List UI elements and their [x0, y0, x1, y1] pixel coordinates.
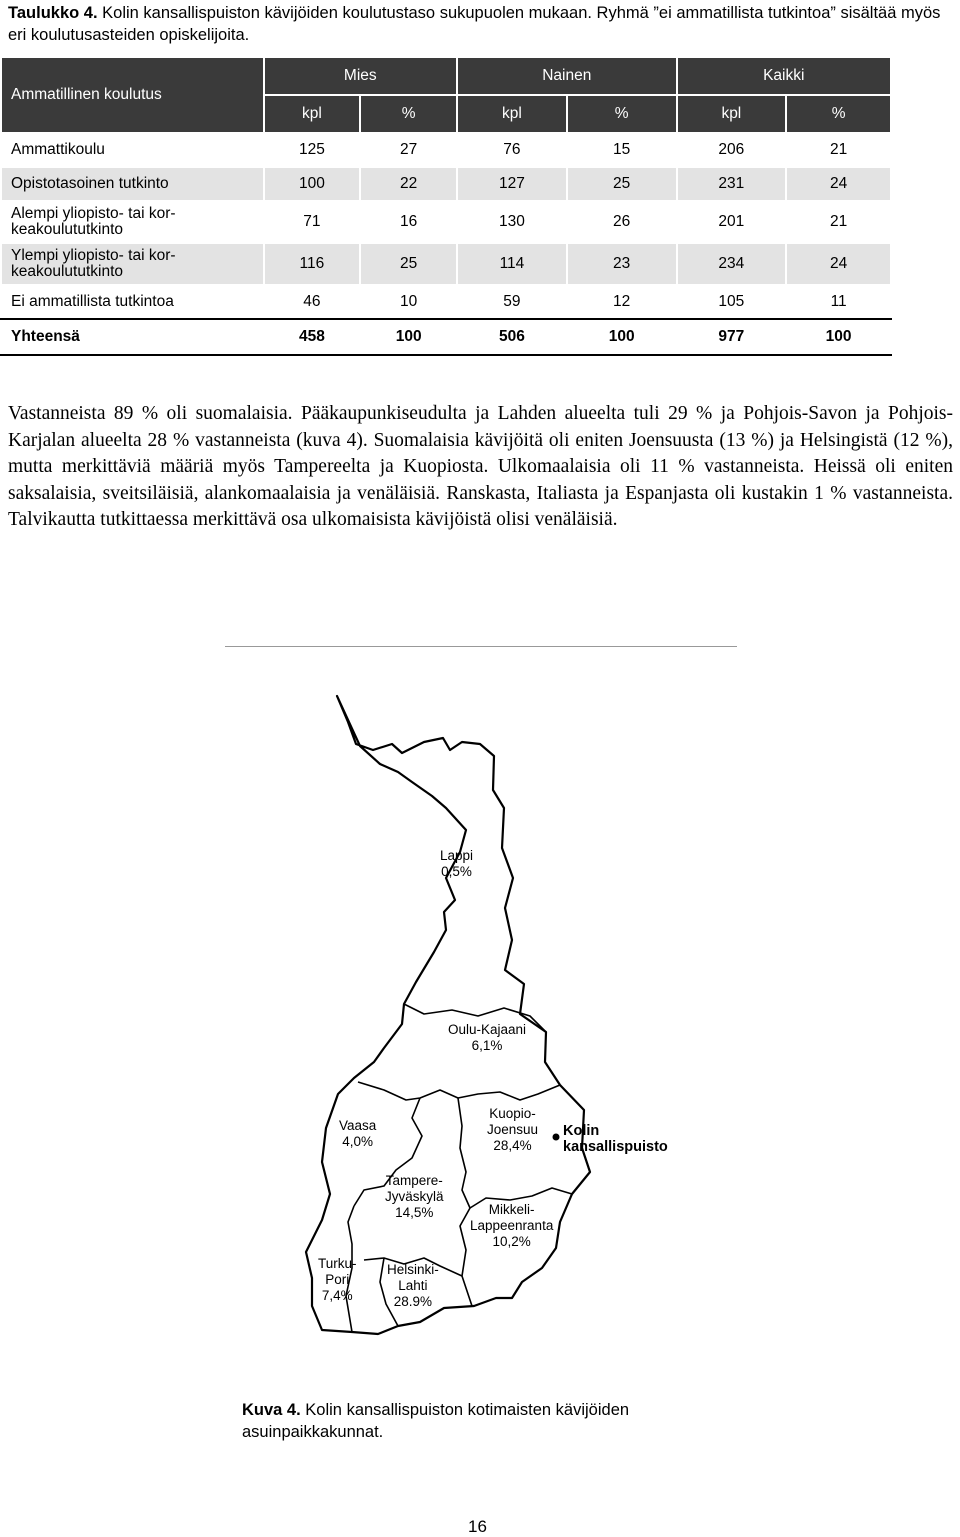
cell: 16 — [360, 201, 457, 243]
region-value: 7,4% — [321, 1288, 353, 1303]
subheader: % — [567, 95, 677, 133]
cell: 21 — [786, 133, 891, 167]
region-label-mikkeli-lappeenranta — [470, 1202, 553, 1250]
subheader: % — [786, 95, 891, 133]
cell: 105 — [677, 285, 787, 319]
cell: 59 — [457, 285, 567, 319]
region-value: 14,5% — [395, 1205, 434, 1220]
cell: 206 — [677, 133, 787, 167]
body-paragraph: Vastanneista 89 % oli suomalaisia. Pääkaupunkiseudulta ja Lahden alueelta tuli 29 % ja Pohjois-Savon ja Pohjois-Karjalan alueelta 28 % vastanneista (kuva 4). Suomalaisia kävijöitä oli eniten Joensuusta (13 %) ja Helsingistä (12 %), mutta merkittäviä määriä myös Tampereelta ja Kuopiosta. Ulkomaalaisia oli 11 % vastanneista. Heissä oli eniten saksalaisia, sveitsiläisiä, alankomaalaisia ja venäläisiä. Ranskasta, Italiasta ja Espanjasta oli kustakin 1 % vastanneista. Talvikautta tutkittaessa merkittävä osa ulkomaisista kävijöistä olisi venäläisiä. — [8, 403, 953, 530]
cell: 116 — [264, 243, 361, 285]
page-number: 16 — [468, 1517, 487, 1536]
cell: 46 — [264, 285, 361, 319]
group-header-nainen: Nainen — [457, 57, 676, 95]
cell: 24 — [786, 243, 891, 285]
cell: 12 — [567, 285, 677, 319]
region-label-lappi — [440, 848, 473, 880]
region-value: 0,5% — [441, 864, 472, 879]
cell: 24 — [786, 167, 891, 201]
cell: 11 — [786, 285, 891, 319]
region-name: Vaasa — [339, 1118, 377, 1133]
cell: 25 — [360, 243, 457, 285]
region-name-line2: Jyväskylä — [385, 1189, 444, 1204]
cell: 27 — [360, 133, 457, 167]
cell: 201 — [677, 201, 787, 243]
cell: 231 — [677, 167, 787, 201]
row-label: Ammattikoulu — [1, 133, 264, 167]
figure-caption-text: Kolin kansallispuiston kotimaisten kävijöiden asuinpaikkakunnat. — [242, 1401, 630, 1441]
cell: 21 — [786, 201, 891, 243]
group-header-mies: Mies — [264, 57, 458, 95]
region-name-line1: Tampere- — [385, 1173, 443, 1188]
region-name-line1: Turku- — [318, 1256, 357, 1271]
kolin-label — [563, 1123, 668, 1155]
region-name-line2: Lahti — [398, 1278, 428, 1293]
cell: 127 — [457, 167, 567, 201]
region-name: Oulu-Kajaani — [448, 1022, 527, 1037]
region-value: 28,4% — [493, 1138, 532, 1153]
row-label: Ylempi yliopisto- tai kor-keakoulututkinto — [1, 243, 264, 285]
subheader: % — [360, 95, 457, 133]
cell: 234 — [677, 243, 787, 285]
row-header: Ammatillinen koulutus — [1, 57, 264, 133]
cell: 76 — [457, 133, 567, 167]
region-name: Lappi — [440, 848, 474, 863]
region-label-turku-pori — [318, 1256, 357, 1304]
cell: 100 — [264, 167, 361, 201]
total-cell: 100 — [786, 319, 891, 355]
total-cell: 100 — [567, 319, 677, 355]
cell: 130 — [457, 201, 567, 243]
subheader: kpl — [264, 95, 361, 133]
subheader: kpl — [457, 95, 567, 133]
cell: 125 — [264, 133, 361, 167]
figure-caption-label: Kuva 4. — [242, 1401, 301, 1419]
kolin-label-line2: kansallispuisto — [563, 1139, 668, 1155]
group-header-kaikki: Kaikki — [677, 57, 892, 95]
region-label-oulu-kajaani — [448, 1022, 526, 1054]
total-label: Yhteensä — [1, 319, 264, 355]
figure-caption — [242, 1399, 712, 1443]
region-label-vaasa — [339, 1118, 376, 1150]
row-label: Ei ammatillista tutkintoa — [1, 285, 264, 319]
subheader: kpl — [677, 95, 787, 133]
region-name-line2: Lappeenranta — [470, 1218, 554, 1233]
cell: 114 — [457, 243, 567, 285]
border-oulu — [358, 1082, 560, 1100]
region-value: 6,1% — [471, 1038, 503, 1053]
total-cell: 506 — [457, 319, 567, 355]
cell: 15 — [567, 133, 677, 167]
row-label: Opistotasoinen tutkinto — [1, 167, 264, 201]
total-cell: 458 — [264, 319, 361, 355]
region-label-helsinki-lahti — [387, 1262, 439, 1310]
table-caption-text: Kolin kansallispuiston kävijöiden koulutustaso sukupuolen mukaan. Ryhmä ”ei ammatillista tutkintoa” sisältää myös eri koulutusasteiden opiskelijoita. — [8, 4, 941, 44]
region-value: 10,2% — [492, 1234, 531, 1249]
kolin-marker — [553, 1134, 560, 1141]
cell: 22 — [360, 167, 457, 201]
region-value: 28.9% — [393, 1294, 433, 1309]
cell: 10 — [360, 285, 457, 319]
total-cell: 977 — [677, 319, 787, 355]
cell: 26 — [567, 201, 677, 243]
total-cell: 100 — [360, 319, 457, 355]
region-value: 4,0% — [342, 1134, 374, 1149]
cell: 23 — [567, 243, 677, 285]
cell: 25 — [567, 167, 677, 201]
row-label: Alempi yliopisto- tai kor-keakoulututkinto — [1, 201, 264, 243]
region-name-line1: Mikkeli- — [488, 1202, 535, 1217]
cell: 71 — [264, 201, 361, 243]
region-name-line2: Joensuu — [487, 1122, 539, 1137]
table-caption-label: Taulukko 4. — [8, 4, 98, 22]
region-label-kuopio-joensuu — [487, 1106, 538, 1154]
kolin-label-line1: Kolin — [563, 1123, 600, 1139]
region-label-tampere-jyvaskyla — [385, 1173, 444, 1221]
region-name-line2: Pori — [325, 1272, 350, 1287]
region-name-line1: Helsinki- — [387, 1262, 439, 1277]
region-name-line1: Kuopio- — [489, 1106, 536, 1121]
